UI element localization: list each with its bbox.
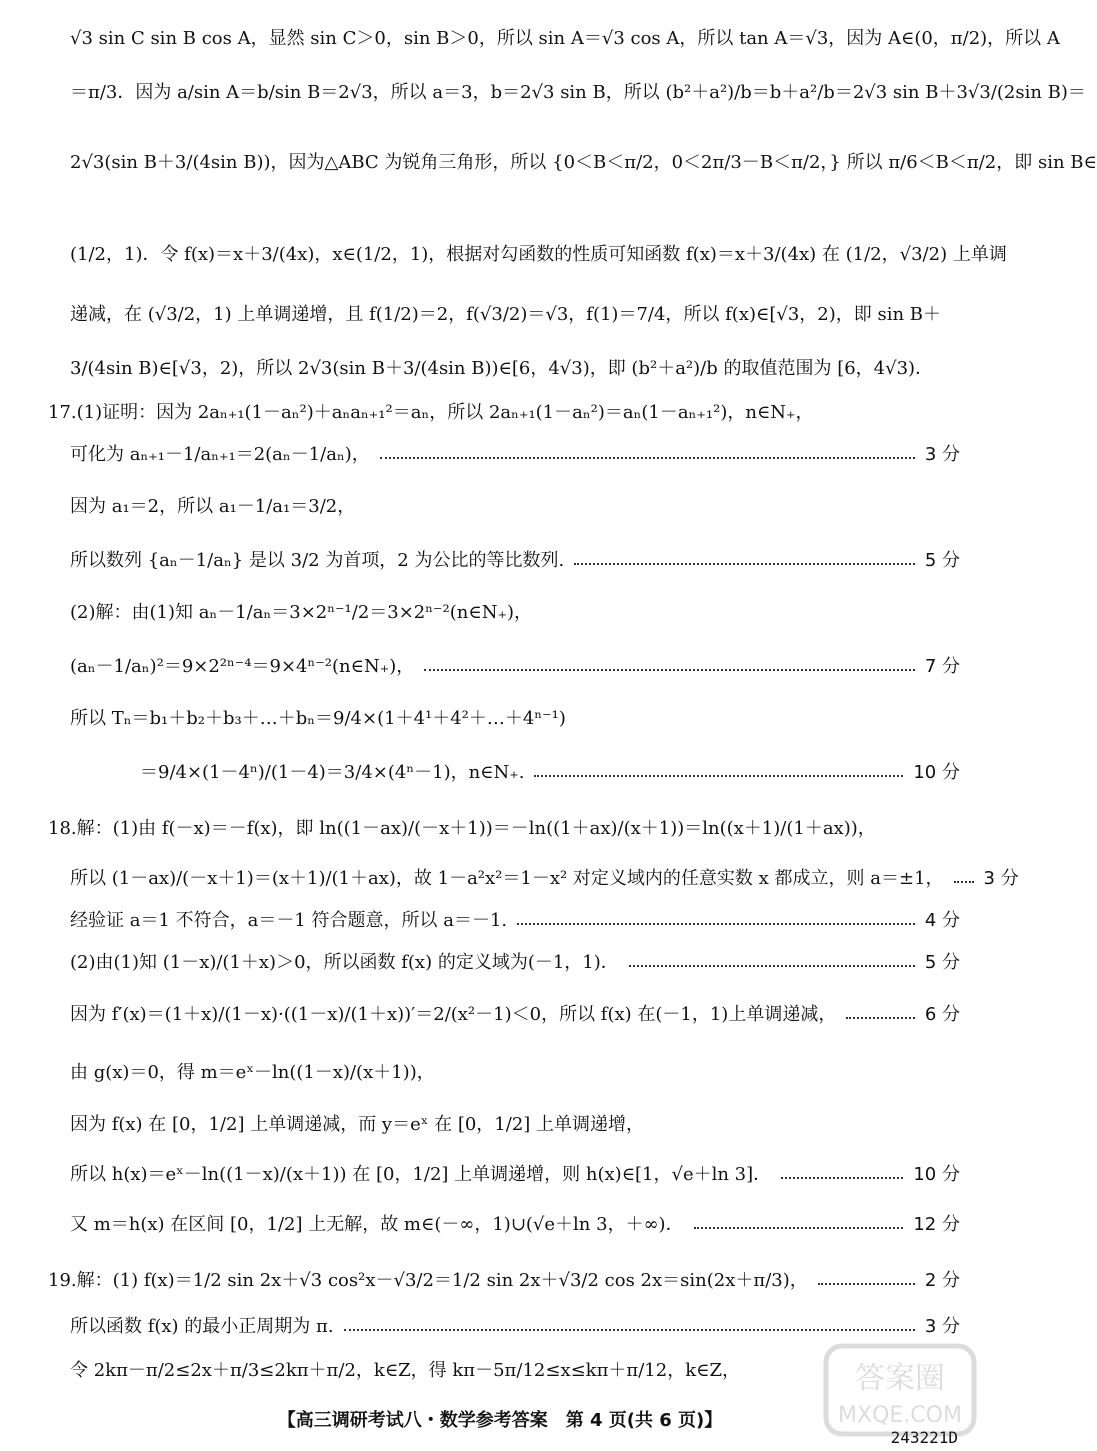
answer-line-text: 因为 a₁＝2，所以 a₁－1/a₁＝3/2， [70,496,356,517]
answer-line-text: 19.解：(1) f(x)＝1/2 sin 2x＋√3 cos²x－√3/2＝1/2 sin 2x＋√3/2 cos 2x＝sin(2x＋π/3)， [48,1270,808,1291]
answer-line-text: ＝9/4×(1－4ⁿ)/(1－4)＝3/4×(4ⁿ－1)，n∈N₊. [140,762,525,783]
answer-line-text: 递减，在 (√3/2，1) 上单调递增，且 f(1/2)＝2，f(√3/2)＝√3，f(1)＝7/4，所以 f(x)∈[√3，2)，即 sin B＋ [70,304,942,325]
dot-leader [694,1227,904,1229]
svg-text:答案圈: 答案圈 [855,1361,945,1396]
dot-leader [344,1329,915,1331]
svg-text:MXQE.COM: MXQE.COM [838,1403,962,1428]
answer-line-text: 可化为 aₙ₊₁－1/aₙ₊₁＝2(aₙ－1/aₙ)， [70,444,370,465]
answer-line [70,1112,960,1138]
answer-line [70,442,960,468]
answer-line [70,1060,960,1086]
answer-line [70,356,960,382]
dot-leader [380,457,915,459]
answer-line [70,866,1019,892]
answer-line [70,548,960,574]
dot-leader [781,1177,903,1179]
answer-line-text: (aₙ－1/aₙ)²＝9×2²ⁿ⁻⁴＝9×4ⁿ⁻²(n∈N₊)， [70,656,415,677]
answer-line [70,600,960,626]
score-mark: 5 分 [924,550,960,571]
answer-line-text: 所以 h(x)＝eˣ－ln((1－x)/(x＋1)) 在 [0，1/2] 上单调递增，则 h(x)∈[1，√e＋ln 3]． [70,1164,772,1185]
dot-leader [629,965,915,967]
answer-line-text: 经验证 a＝1 不符合，a＝－1 符合题意，所以 a＝－1. [70,910,508,931]
dot-leader [846,1017,914,1019]
answer-line [70,1002,960,1028]
answer-line-text: 所以函数 f(x) 的最小正周期为 π. [70,1316,334,1337]
score-mark: 4 分 [924,910,960,931]
answer-line [70,302,960,328]
answer-line [70,1212,960,1238]
answer-line-text: 所以 Tₙ＝b₁＋b₂＋b₃＋…＋bₙ＝9/4×(1＋4¹＋4²＋…＋4ⁿ⁻¹) [70,708,566,729]
answer-line [48,1268,960,1294]
answer-line-text: 18.解：(1)由 f(－x)＝－f(x)，即 ln((1－ax)/(－x＋1))＝－ln((1＋ax)/(x＋1))＝ln((x＋1)/(1＋ax))， [48,818,876,839]
answer-line [70,706,960,732]
answer-line [140,760,960,786]
answer-line [70,1314,960,1340]
answer-line [70,950,960,976]
answer-line-text: 17.(1)证明：因为 2aₙ₊₁(1－aₙ²)＋aₙaₙ₊₁²＝aₙ，所以 2aₙ₊₁(1－aₙ²)＝aₙ(1－aₙ₊₁²)，n∈N₊， [48,402,814,423]
answer-line-text: (2)解：由(1)知 aₙ－1/aₙ＝3×2ⁿ⁻¹/2＝3×2ⁿ⁻²(n∈N₊)， [70,602,532,623]
answer-line [48,816,960,842]
score-mark: 3 分 [983,868,1019,889]
answer-line-text: 又 m＝h(x) 在区间 [0，1/2] 上无解，故 m∈(－∞，1)∪(√e＋ln 3，＋∞)． [70,1214,684,1235]
answer-line-text: (1/2，1)．令 f(x)＝x＋3/(4x)，x∈(1/2，1)，根据对勾函数的性质可知函数 f(x)＝x＋3/(4x) 在 (1/2，√3/2) 上单调 [70,244,1007,265]
dot-leader [534,775,903,777]
answer-line-text: 所以 (1－ax)/(－x＋1)＝(x＋1)/(1＋ax)，故 1－a²x²＝1－x² 对定义域内的任意实数 x 都成立，则 a＝±1， [70,868,944,889]
score-mark: 12 分 [913,1214,960,1235]
answer-line-text: 3/(4sin B)∈[√3，2)，所以 2√3(sin B＋3/(4sin B))∈[6，4√3)，即 (b²＋a²)/b 的取值范围为 [6，4√3)． [70,358,934,379]
dot-leader [574,563,915,565]
answer-line [70,80,1086,106]
answer-line [70,654,960,680]
score-mark: 2 分 [924,1270,960,1291]
watermark-logo [820,1340,980,1440]
score-mark: 10 分 [913,762,960,783]
answer-line [70,26,1060,52]
answer-line-text: 令 2kπ－π/2≤2x＋π/3≤2kπ＋π/2，k∈Z，得 kπ－5π/12≤x≤kπ＋π/12，k∈Z， [70,1360,740,1381]
dot-leader [954,881,974,883]
dot-leader [818,1283,915,1285]
answer-line-text: (2)由(1)知 (1－x)/(1＋x)＞0，所以函数 f(x) 的定义域为(－1，1)． [70,952,619,973]
answer-line [70,908,960,934]
page-footer: 【高三调研考试八・数学参考答案 第 4 页(共 6 页)】 [277,1410,723,1431]
answer-line [70,242,1007,268]
score-mark: 3 分 [924,444,960,465]
answer-line [48,400,960,426]
score-mark: 7 分 [924,656,960,677]
score-mark: 3 分 [924,1316,960,1337]
answer-line-text: ＝π/3．因为 a/sin A＝b/sin B＝2√3，所以 a＝3，b＝2√3 sin B，所以 (b²＋a²)/b＝b＋a²/b＝2√3 sin B＋3√3/(2sin B)＝ [70,82,1086,103]
score-mark: 10 分 [913,1164,960,1185]
document-code: 243221D [890,1428,958,1447]
answer-line [70,1162,960,1188]
answer-line-text: 因为 f(x) 在 [0，1/2] 上单调递减，而 y＝eˣ 在 [0，1/2] 上单调递增， [70,1114,645,1135]
answer-line-text: 由 g(x)＝0，得 m＝eˣ－ln((1－x)/(x＋1))， [70,1062,435,1083]
score-mark: 5 分 [924,952,960,973]
answer-line-text: 2√3(sin B＋3/(4sin B))，因为△ABC 为锐角三角形，所以 {0＜B＜π/2，0＜2π/3－B＜π/2，} 所以 π/6＜B＜π/2，即 sin B∈ [70,152,1097,173]
answer-line-text: 所以数列 {aₙ－1/aₙ} 是以 3/2 为首项，2 为公比的等比数列. [70,550,565,571]
score-mark: 6 分 [924,1004,960,1025]
dot-leader [517,923,915,925]
answer-line-text: 因为 f′(x)＝(1＋x)/(1－x)·((1－x)/(1＋x))′＝2/(x²－1)＜0，所以 f(x) 在(－1，1)上单调递减， [70,1004,837,1025]
answer-line [70,150,1097,176]
dot-leader [424,669,915,671]
answer-line-text: √3 sin C sin B cos A，显然 sin C＞0，sin B＞0，所以 sin A＝√3 cos A，所以 tan A＝√3，因为 A∈(0，π/2)，所以 A [70,28,1060,49]
answer-line [70,494,960,520]
